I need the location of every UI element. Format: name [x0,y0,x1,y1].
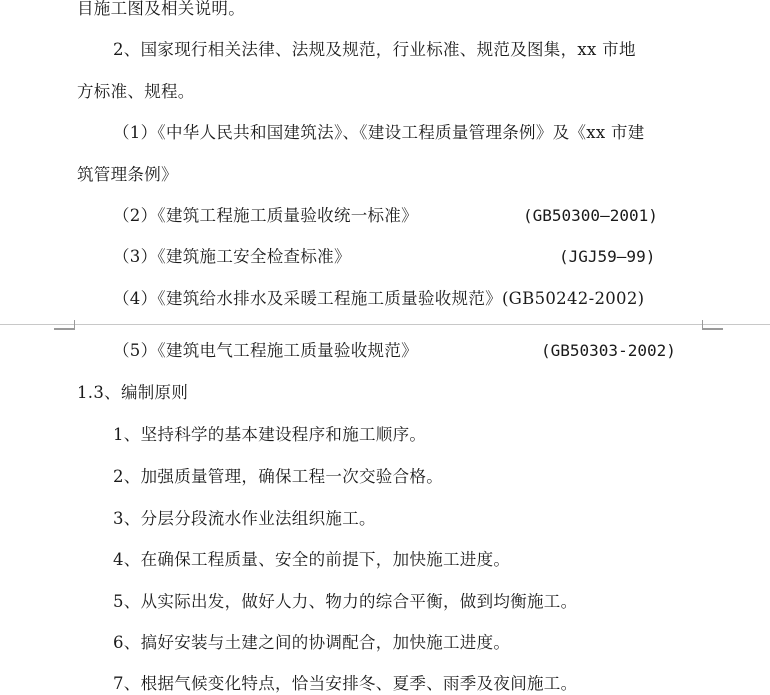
reference-item: （5）《建筑电气工程施工质量验收规范》 [113,341,418,360]
page-corner-mark [54,329,75,330]
principle-item: 7、根据气候变化特点，恰当安排冬、夏季、雨季及夜间施工。 [113,674,578,693]
reference-item: （2）《建筑工程施工质量验收统一标准》 [113,206,418,225]
page-corner-mark [702,329,723,330]
principle-item: 4、在确保工程质量、安全的前提下，加快施工进度。 [113,550,511,569]
principle-item: 2、加强质量管理，确保工程一次交验合格。 [113,467,443,486]
principle-item: 5、从实际出发，做好人力、物力的综合平衡，做到均衡施工。 [113,592,578,611]
paragraph-line: 筑管理条例》 [77,165,178,184]
reference-item: （4）《建筑给水排水及采暖工程施工质量验收规范》(GB50242-2002) [113,289,645,308]
page-corner-mark [54,320,75,329]
page-corner-mark [702,320,723,329]
reference-code: (GB50303-2002) [541,341,676,360]
principle-item: 6、搞好安装与土建之间的协调配合，加快施工进度。 [113,633,511,652]
principle-item: 1、坚持科学的基本建设程序和施工顺序。 [113,425,427,444]
reference-code: (JGJ59—99) [559,247,656,266]
principle-item: 3、分层分段流水作业法组织施工。 [113,509,376,528]
page-break-line [0,324,770,325]
paragraph-line: 2、国家现行相关法律、法规及规范，行业标准、规范及图集，xx 市地 [113,40,636,59]
section-heading: 1.3、编制原则 [77,383,189,402]
paragraph-line: 方标准、规程。 [77,82,195,101]
paragraph-line: 目施工图及相关说明。 [77,0,245,18]
reference-code: (GB50300—2001) [523,206,658,225]
reference-item: （3）《建筑施工安全检查标准》 [113,247,351,266]
paragraph-line: （1）《中华人民共和国建筑法》、《建设工程质量管理条例》及《xx 市建 [113,123,645,142]
